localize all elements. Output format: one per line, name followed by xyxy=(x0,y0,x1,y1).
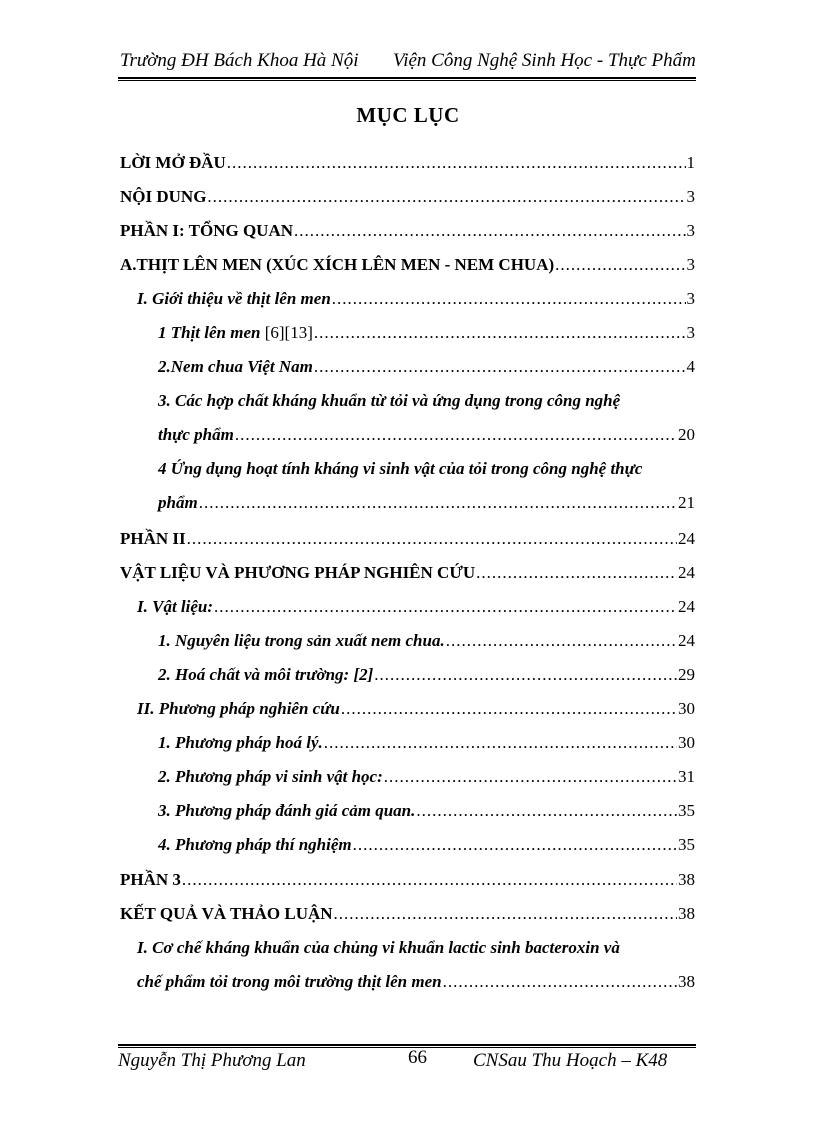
toc-entry-page: 30 xyxy=(678,733,695,752)
toc-entry-text: PHẦN II xyxy=(120,529,186,548)
toc-entry xyxy=(158,322,695,344)
footer-rule xyxy=(118,1044,696,1046)
toc-title: MỤC LỤC xyxy=(356,103,460,127)
toc-entry xyxy=(120,254,695,276)
footer-course: CNSau Thu Hoạch – K48 xyxy=(473,1050,668,1071)
toc-entry xyxy=(158,732,695,754)
footer-rule-thin xyxy=(118,1047,696,1048)
toc-entry xyxy=(137,937,695,993)
toc-entry-text: I. Giới thiệu về thịt lên men xyxy=(137,289,331,308)
toc-entry-page: 3 xyxy=(686,187,695,206)
toc-entry-text: 2.Nem chua Việt Nam xyxy=(158,357,313,376)
toc-entry-page: 29 xyxy=(678,665,695,684)
toc-entry-page: 30 xyxy=(678,699,695,718)
header-rule xyxy=(118,77,696,79)
toc-entry-text: I. Vật liệu: xyxy=(137,597,214,616)
header-rule-thin xyxy=(118,80,696,81)
toc-entry-page: 3 xyxy=(686,221,695,240)
toc-entry xyxy=(120,903,695,925)
toc-entry-text: NỘI DUNG xyxy=(120,187,207,206)
toc-entry-text: A.THỊT LÊN MEN (XÚC XÍCH LÊN MEN - NEM CHUA) xyxy=(120,255,555,274)
toc-entry-text: 2. Hoá chất và môi trường: [2] xyxy=(158,665,374,684)
toc-entry xyxy=(137,596,695,618)
toc-entry-page: 21 xyxy=(678,493,695,512)
toc-entry-text-line1: I. Cơ chế kháng khuẩn của chủng vi khuẩn lactic sinh bacteroxin và xyxy=(137,938,620,957)
toc-entry-text: PHẦN I: TỔNG QUAN xyxy=(120,221,293,240)
toc-entry xyxy=(158,458,695,514)
toc-entry xyxy=(158,356,695,378)
toc-entry xyxy=(158,800,695,822)
toc-entry-text: 1 Thịt lên men xyxy=(158,323,261,342)
toc-entry-text: chế phẩm tỏi trong môi trường thịt lên men xyxy=(137,972,442,991)
toc-entry-text: 1. Nguyên liệu trong sản xuất nem chua. xyxy=(158,631,445,650)
toc-entry-text: KẾT QUẢ VÀ THẢO LUẬN xyxy=(120,904,333,923)
toc-entry xyxy=(120,152,695,174)
toc-entry-page: 24 xyxy=(678,529,695,548)
toc-entry-page: 31 xyxy=(678,767,695,786)
toc-entry xyxy=(158,630,695,652)
toc-entry xyxy=(120,186,695,208)
toc-entry xyxy=(120,562,695,584)
toc-entry-text-line1: 3. Các hợp chất kháng khuẩn từ tỏi và ứng dụng trong công nghệ xyxy=(158,391,621,410)
page-footer xyxy=(118,1047,696,1076)
toc-entry-text: 3. Phương pháp đánh giá cảm quan. xyxy=(158,801,416,820)
toc-entry xyxy=(158,390,695,446)
toc-entry-text: LỜI MỞ ĐẦU xyxy=(120,153,226,172)
toc-entry-page: 4 xyxy=(686,357,695,376)
toc-entry-page: 3 xyxy=(686,255,695,274)
footer-page-number: 66 xyxy=(408,1047,427,1068)
toc-entry-page: 24 xyxy=(678,597,695,616)
toc-entry-text: PHẦN 3 xyxy=(120,870,181,889)
toc-entry-page: 20 xyxy=(678,425,695,444)
toc-entry-page: 38 xyxy=(678,870,695,889)
header-institute: Viện Công Nghệ Sinh Học - Thực Phẩm xyxy=(393,50,696,71)
toc-entry-text-line1: 4 Ứng dụng hoạt tính kháng vi sinh vật của tỏi trong công nghệ thực xyxy=(158,459,643,478)
footer-author: Nguyễn Thị Phương Lan xyxy=(118,1050,306,1071)
toc-entry xyxy=(137,698,695,720)
toc-entry-page: 35 xyxy=(678,801,695,820)
toc-entry-text: 1. Phương pháp hoá lý. xyxy=(158,733,323,752)
toc-entry-text: thực phẩm xyxy=(158,425,234,444)
toc-entry-page: 3 xyxy=(686,323,695,342)
toc-entry xyxy=(120,869,695,891)
toc-entry xyxy=(120,220,695,242)
toc-entry-page: 38 xyxy=(678,972,695,991)
header-university: Trường ĐH Bách Khoa Hà Nội xyxy=(120,50,359,71)
toc-entry-page: 1 xyxy=(686,153,695,172)
page-header xyxy=(118,50,696,76)
toc-entry xyxy=(137,288,695,310)
toc-entry-text: VẬT LIỆU VÀ PHƯƠNG PHÁP NGHIÊN CỨU xyxy=(120,563,476,582)
toc-entry-text: phẩm xyxy=(158,493,198,512)
toc-entry xyxy=(120,528,695,550)
toc-entry-page: 38 xyxy=(678,904,695,923)
toc-entry-ref: [6][13] xyxy=(260,323,313,342)
toc-entry xyxy=(158,664,695,686)
toc-entry-page: 3 xyxy=(686,289,695,308)
toc-entry xyxy=(158,834,695,856)
toc-entry-page: 24 xyxy=(678,563,695,582)
toc-entry-text: 2. Phương pháp vi sinh vật học: xyxy=(158,767,383,786)
toc-entry-text: II. Phương pháp nghiên cứu xyxy=(137,699,340,718)
toc-entry-page: 35 xyxy=(678,835,695,854)
toc-entry xyxy=(158,766,695,788)
toc-entry-page: 24 xyxy=(678,631,695,650)
toc-entry-text: 4. Phương pháp thí nghiệm xyxy=(158,835,352,854)
